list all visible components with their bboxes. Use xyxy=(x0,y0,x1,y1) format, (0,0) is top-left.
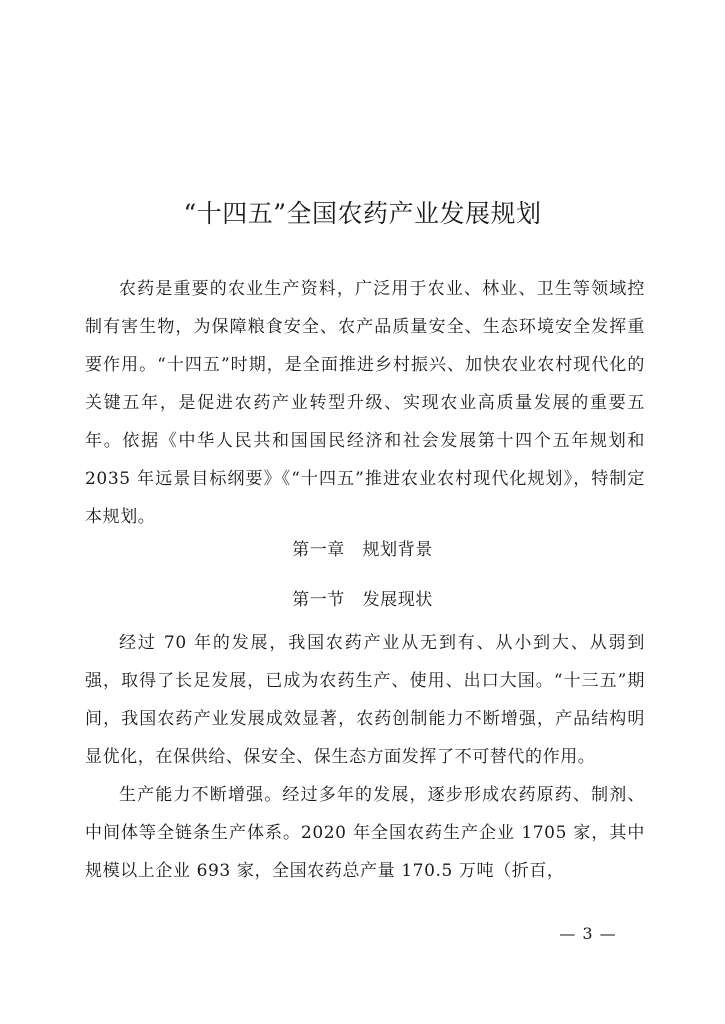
body-paragraph: 生产能力不断增强。经过多年的发展，逐步形成农药原药、制剂、中间体等全链条生产体系。2020 年全国农药生产企业 1705 家，其中规模以上企业 693 家，全国农药总产量 170.5 万吨（折百， xyxy=(85,785,645,881)
intro-block xyxy=(85,270,645,536)
document-title: “十四五”全国农药产业发展规划 xyxy=(183,199,542,228)
section-heading: 第一节 发展现状 xyxy=(292,590,433,610)
chapter-heading: 第一章 规划背景 xyxy=(292,540,433,560)
development-status-text xyxy=(85,624,645,890)
page-number: — 3 — xyxy=(559,924,617,943)
intro-paragraph: 农药是重要的农业生产资料，广泛用于农业、林业、卫生等领域控制有害生物，为保障粮食安全、农产品质量安全、生态环境安全发挥重要作用。“十四五”时期，是全面推进乡村振兴、加快农业农村现代化的关键五年，是促进农药产业转型升级、实现农业高质量发展的重要五年。依据《中华人民共和国国民经济和社会发展第十四个五年规划和 2035 年远景目标纲要》《“十四五”推进农业农村现代化规划》，特制定本规划。 xyxy=(85,279,645,527)
body-paragraph: 经过 70 年的发展，我国农药产业从无到有、从小到大、从弱到强，取得了长足发展，已成为农药生产、使用、出口大国。“十三五”期间，我国农药产业发展成效显著，农药创制能力不断增强，产品结构明显优化，在保供给、保安全、保生态方面发挥了不可替代的作用。 xyxy=(85,633,645,767)
